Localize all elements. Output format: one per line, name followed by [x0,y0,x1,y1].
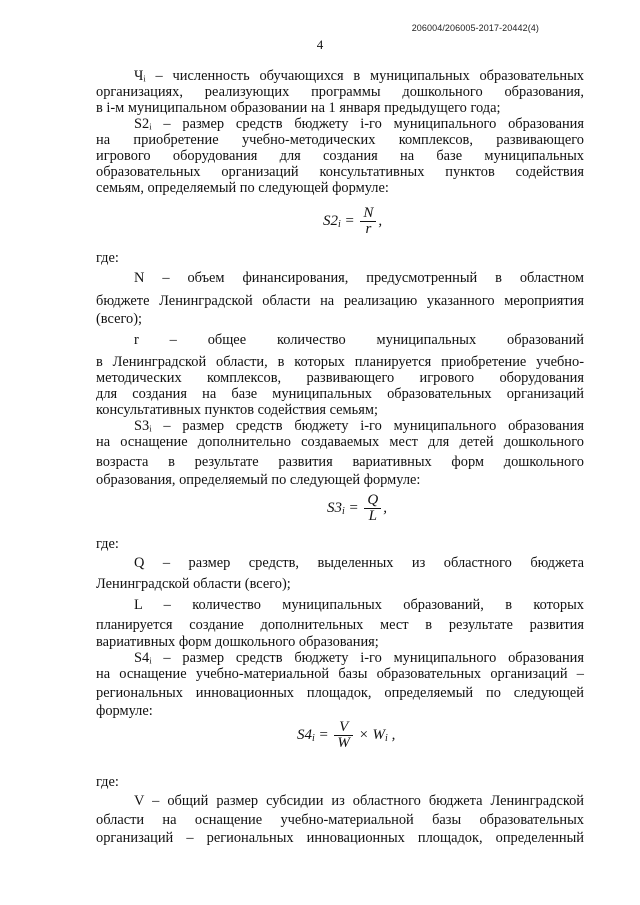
text-line: r – общее количество муниципальных образований [134,332,584,348]
text-line: S3ᵢ – размер средств бюджету i-го муниципального образования [134,418,584,434]
formula-subscript: i [385,732,388,744]
text-line: на оснащение дополнительно создаваемых мест для детей дошкольного [96,434,584,450]
text-line: консультативных пунктов содействия семьям; [96,402,378,418]
text-line: возраста в результате развития вариативных форм дошкольного [96,454,584,470]
fraction [364,493,381,524]
fraction [334,720,353,751]
text-line: методических комплексов, развивающего игрового оборудования [96,370,584,386]
comma: , [378,212,383,229]
text-line: области на оснащение учебно-материальной базы образовательных [96,812,584,828]
denominator: L [368,508,377,524]
denominator: r [365,221,372,237]
text-line: на оснащение учебно-материальной базы образовательных организаций – [96,666,584,682]
numerator: Q [364,493,381,509]
text-line: L – количество муниципальных образований, в которых [134,597,584,613]
text-line: в i-м муниципальном образовании на 1 января предыдущего года; [96,100,501,116]
text-line: N – объем финансирования, предусмотренный в областном [134,270,584,286]
text-line: Чᵢ – численность обучающихся в муниципальных образовательных [134,68,584,84]
text-line: где: [96,250,119,266]
fraction [360,206,376,237]
formula-subscript: i [312,732,315,744]
text-line: S4ᵢ – размер средств бюджету i-го муниципального образования [134,650,584,666]
comma: , [383,499,387,516]
text-line: организациях, реализующих программы дошкольного образования, [96,84,584,100]
equals-sign: = [318,726,329,743]
text-line: игрового оборудования для создания на базе муниципальных [96,148,584,164]
text-line: вариативных форм дошкольного образования; [96,634,379,650]
formula-subscript: i [342,505,345,517]
text-line: (всего); [96,311,142,327]
text-line: формуле: [96,703,153,719]
multiply-sign: × [358,726,369,743]
formula-s3 [327,493,387,524]
text-line: семьям, определяемый по следующей формуле: [96,180,389,196]
formula-lhs: S2 [323,212,338,229]
comma: , [387,726,396,743]
equals-sign: = [344,212,355,229]
text-line: образовательных организаций консультативных пунктов содействия [96,164,584,180]
text-line: Q – размер средств, выделенных из областного бюджета [134,555,584,571]
formula-lhs: S4 [297,726,312,743]
formula-subscript: i [338,218,341,230]
text-line: в Ленинградской области, в которых планируется приобретение учебно- [96,354,584,370]
text-line: региональных инновационных площадок, определяемый по следующей [96,685,584,701]
text-line: бюджете Ленинградской области на реализацию указанного мероприятия [96,293,584,309]
formula-s2 [323,206,382,237]
text-line: для создания на базе муниципальных образовательных организаций [96,386,584,402]
equals-sign: = [348,499,359,516]
text-line: Ленинградской области (всего); [96,576,291,592]
text-line: организаций – региональных инновационных площадок, определенный [96,830,584,846]
text-line: образования, определяемый по следующей формуле: [96,472,421,488]
text-line: где: [96,536,119,552]
page-number: 4 [316,37,324,52]
numerator: V [334,720,353,736]
formula-s4 [297,720,395,751]
text-line: планируется создание дополнительных мест в результате развития [96,617,584,633]
text-line: V – общий размер субсидии из областного бюджета Ленинградской [134,793,584,809]
numerator: N [360,206,376,222]
formula-multiplier: W [372,726,386,743]
formula-lhs: S3 [327,499,342,516]
text-line: S2ᵢ – размер средств бюджету i-го муниципального образования [134,116,584,132]
text-line: где: [96,774,119,790]
document-code: 206004/206005-2017-20442(4) [411,23,539,33]
denominator: W [337,735,350,751]
text-line: на приобретение учебно-методических комплексов, развивающего [96,132,584,148]
